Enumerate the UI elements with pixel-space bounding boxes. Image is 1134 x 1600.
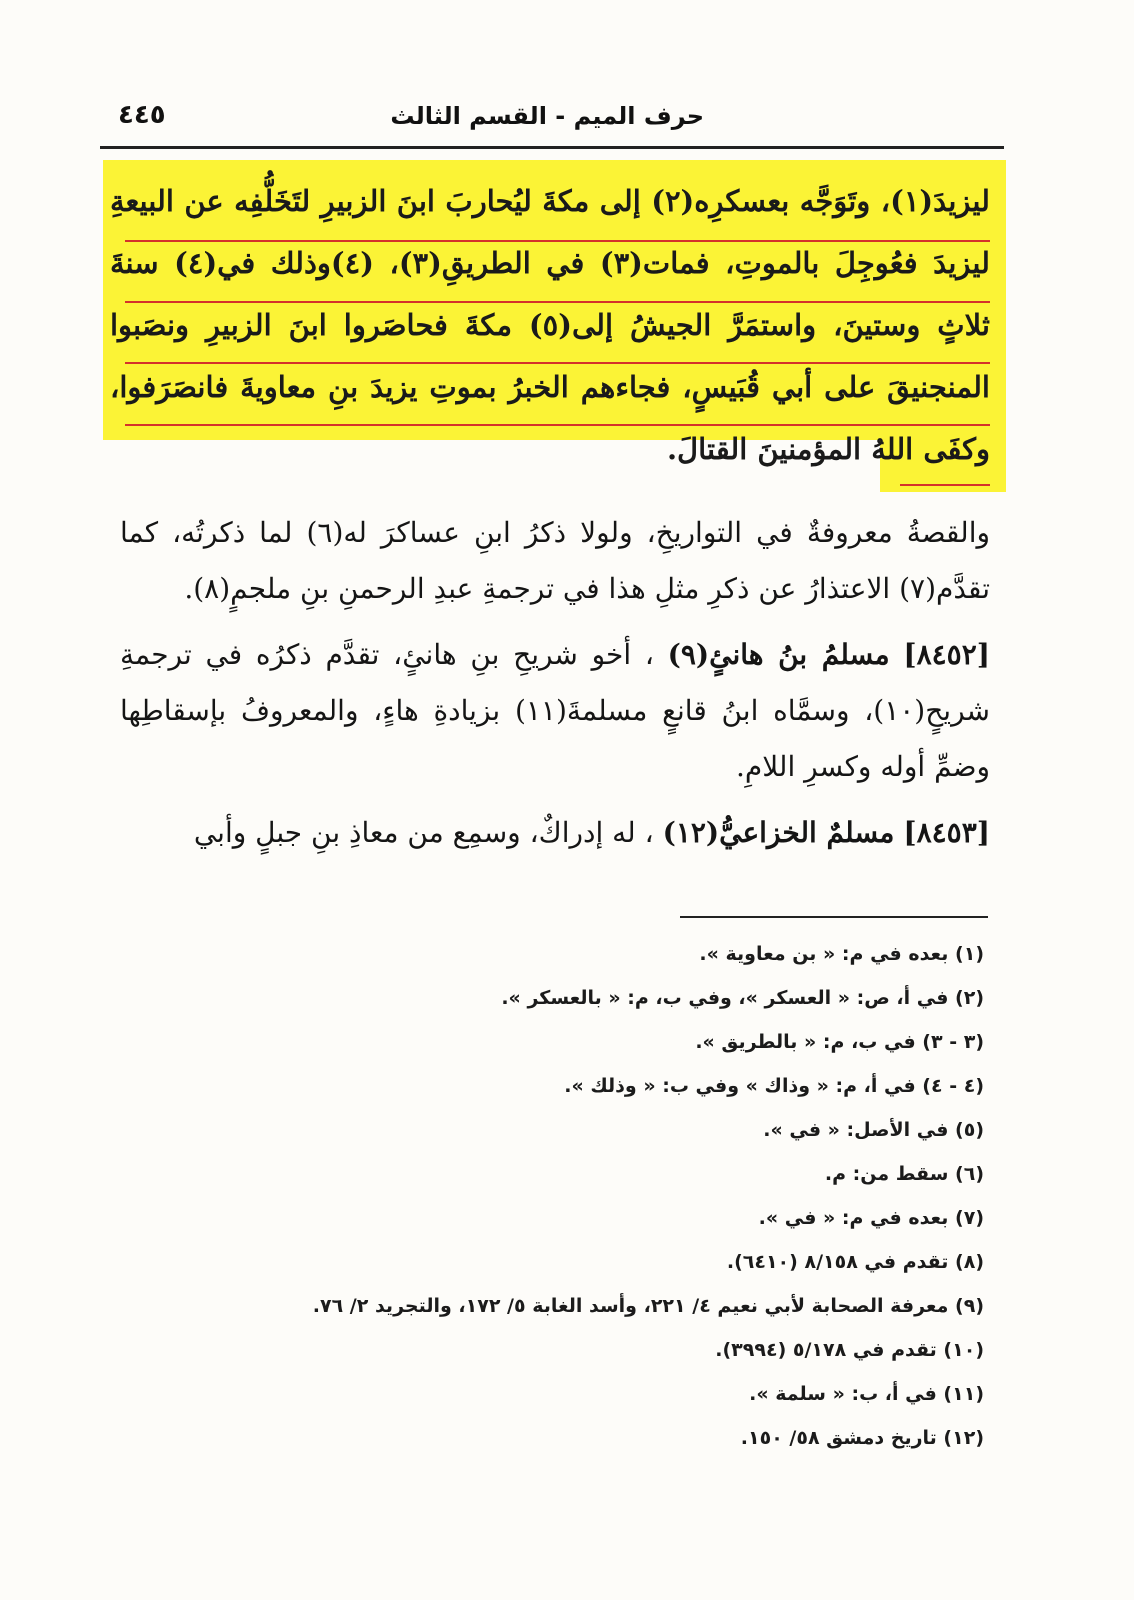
highlighted-paragraph <box>110 170 990 480</box>
entry-number: [٨٤٥٣] <box>903 816 990 849</box>
footnote: (٧) بعده في م: « في ». <box>758 1207 984 1229</box>
footnotes-list <box>120 932 984 1460</box>
footnote: (١) بعده في م: « بن معاوية ». <box>699 943 984 965</box>
paragraph: والقصةُ معروفةٌ في التواريخِ، ولولا ذكرُ ابنِ عساكرَ له(٦) لما ذكرتُه، كما تقدَّم(٧) الاعتذارُ عن ذكرِ مثلِ هذا في ترجمةِ عبدِ الرحمنِ بنِ ملجمٍ(٨). <box>120 516 991 605</box>
footnote: (١٠) تقدم في ٥/١٧٨ (٣٩٩٤). <box>715 1339 984 1361</box>
entry-name: مسلمُ بنُ هانئٍ(٩) <box>667 638 890 671</box>
entry-8453 <box>120 805 990 861</box>
highlighted-text: ليزيدَ(١)، وتَوَجَّه بعسكرِه(٢) إلى مكةَ ليُحاربَ ابنَ الزبيرِ لتَخَلُّفِه عن البيعةِ ليزيدَ فعُوجِلَ بالموتِ، فمات(٣) في الطريقِ(٣)، (٤)وذلك في(٤) سنةَ ثلاثٍ وستينَ، واستمَرَّ الجيشُ إلى(٥) مكةَ فحاصَروا ابنَ الزبيرِ ونصَبوا المنجنيقَ على أبي قُبَيسٍ، فجاءهم الخبرُ بموتِ يزيدَ بنِ معاويةَ فانصَرَفوا، وكفَى اللهُ المؤمنينَ القتالَ. <box>110 184 990 466</box>
footnote: (٢) في أ، ص: « العسكر »، وفي ب، م: « بالعسكر ». <box>501 987 984 1009</box>
main-text <box>120 505 990 871</box>
page-number: ٤٤٥ <box>118 100 166 130</box>
page-header <box>100 96 1004 140</box>
running-title: حرف الميم - القسم الثالث <box>390 102 704 130</box>
footnote: (١٢) تاريخ دمشق ٥٨/ ١٥٠. <box>740 1427 984 1449</box>
header-rule <box>100 146 1004 149</box>
footnote: (١١) في أ، ب: « سلمة ». <box>749 1383 984 1405</box>
footnote: (٨) تقدم في ٨/١٥٨ (٦٤١٠). <box>726 1251 984 1273</box>
entry-name: مسلمٌ الخزاعيُّ(١٢) <box>662 816 895 849</box>
entry-8452 <box>120 627 990 795</box>
footnote-separator <box>680 916 988 918</box>
entry-text: ، له إدراكٌ، وسمِع من معاذِ بنِ جبلٍ وأبي <box>193 816 654 849</box>
footnote: (٣ - ٣) في ب، م: « بالطريق ». <box>695 1031 984 1053</box>
underline-mark <box>900 484 990 486</box>
footnote: (٤ - ٤) في أ، م: « وذاك » وفي ب: « وذلك ». <box>564 1075 984 1097</box>
entry-number: [٨٤٥٢] <box>903 638 990 671</box>
footnote: (٩) معرفة الصحابة لأبي نعيم ٤/ ٢٢١، وأسد الغابة ٥/ ١٧٢، والتجريد ٢/ ٧٦. <box>312 1295 984 1317</box>
entry-text: ، أخو شريحِ بنِ هانئٍ، تقدَّم ذكرُه في ترجمةِ شريحٍ(١٠)، وسمَّاه ابنُ قانعٍ مسلمةَ(١١) بزيادةِ هاءٍ، والمعروفُ بإسقاطِها وضمِّ أوله وكسرِ اللامِ. <box>120 638 990 783</box>
footnote: (٥) في الأصل: « في ». <box>763 1119 984 1141</box>
footnote: (٦) سقط من: م. <box>824 1163 984 1185</box>
